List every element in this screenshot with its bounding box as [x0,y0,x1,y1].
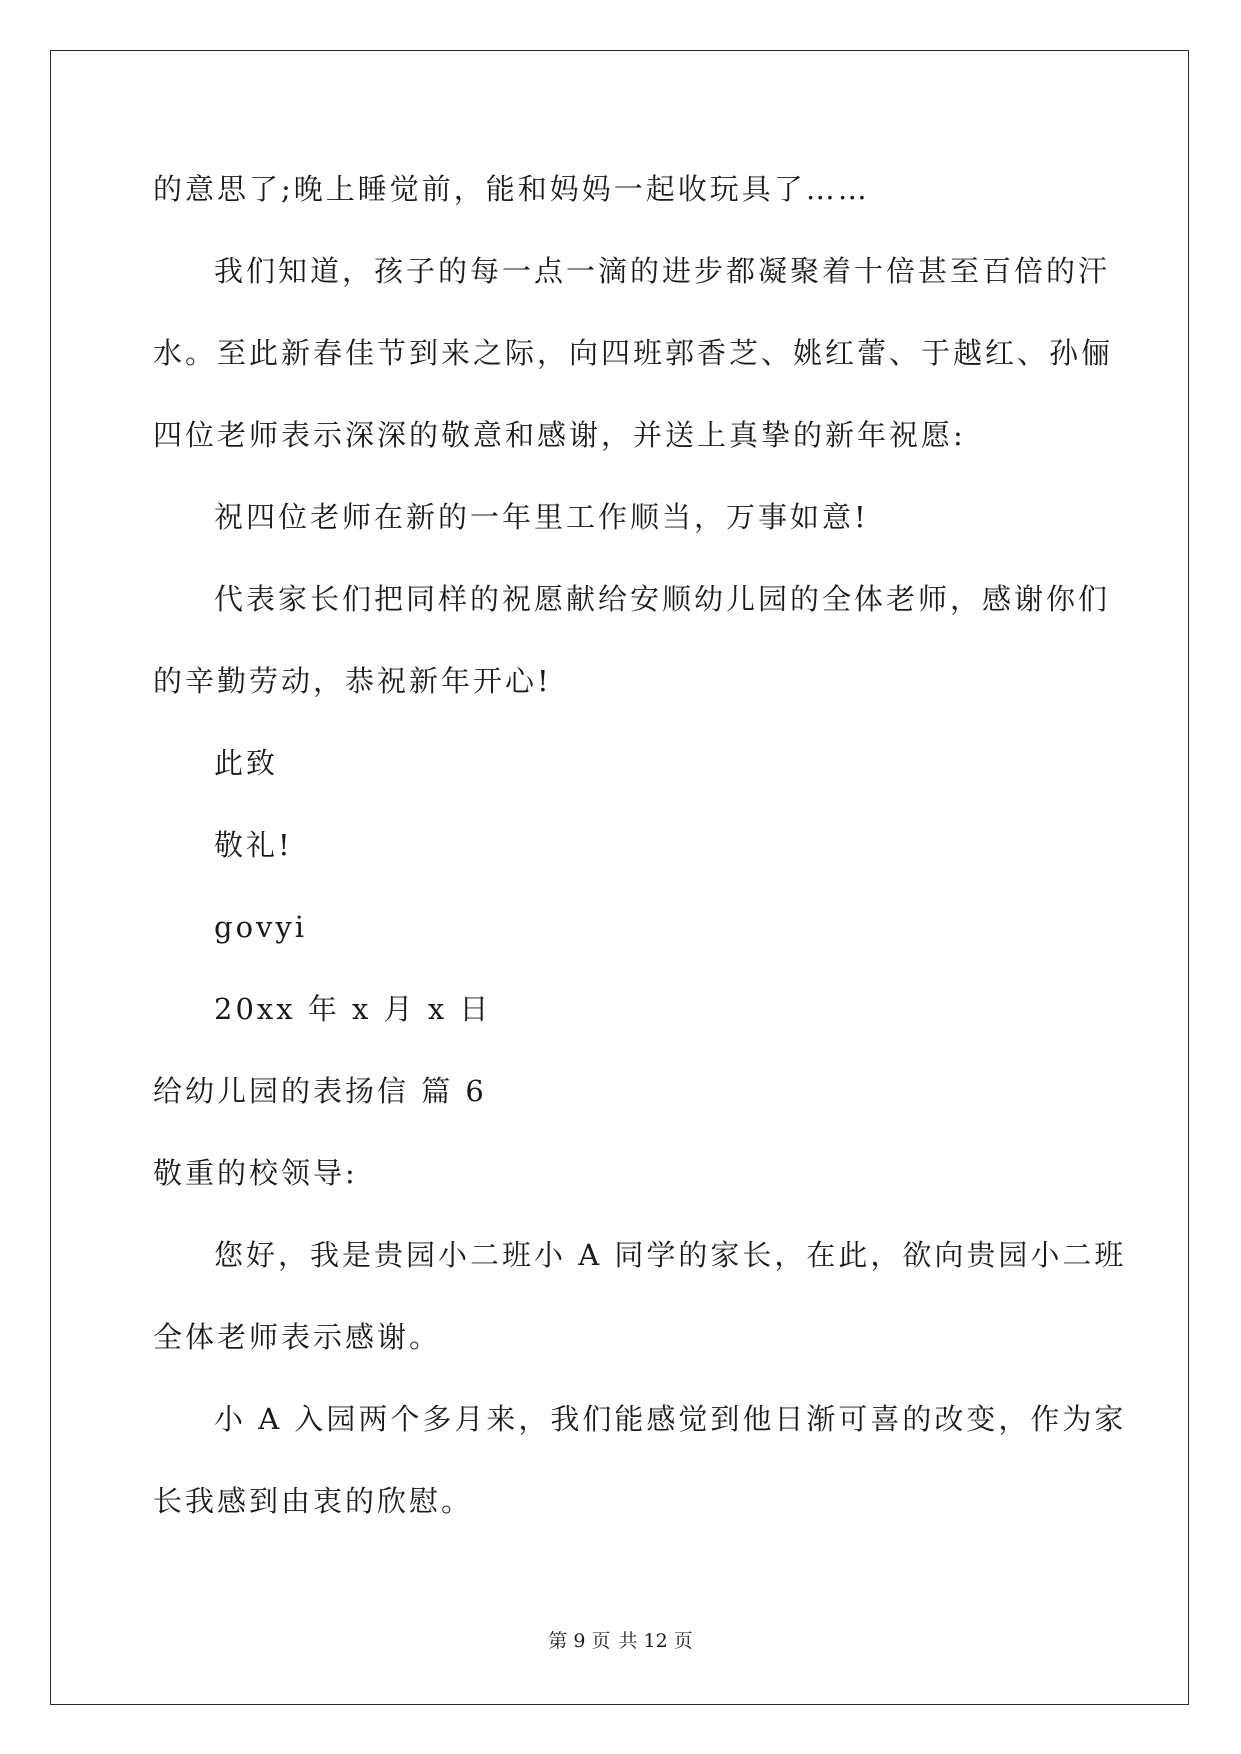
greeting-line: 敬重的校领导: [153,1156,358,1190]
paragraph-line: 小 A 入园两个多月来，我们能感觉到他日渐可喜的改变，作为家 [214,1402,1127,1436]
page-total: 共 12 页 [618,1630,693,1652]
paragraph-line: 四位老师表示深深的敬意和感谢，并送上真挚的新年祝愿: [153,418,966,452]
section-title: 给幼儿园的表扬信 篇 6 [153,1074,487,1108]
paragraph-line: 的辛勤劳动，恭祝新年开心! [153,664,552,698]
paragraph-line: 全体老师表示感谢。 [153,1320,442,1354]
paragraph-line: 祝四位老师在新的一年里工作顺当，万事如意! [214,500,869,534]
closing-salutation: 此致 [214,746,279,780]
paragraph-line: 您好，我是贵园小二班小 A 同学的家长，在此，欲向贵园小二班 [214,1238,1127,1272]
paragraph-line: 的意思了;晚上睡觉前，能和妈妈一起收玩具了…… [153,172,870,206]
closing-regards: 敬礼! [214,828,293,862]
paragraph-line: 水。至此新春佳节到来之际，向四班郭香芝、姚红蕾、于越红、孙俪 [153,336,1114,370]
paragraph-line: 我们知道，孩子的每一点一滴的进步都凝聚着十倍甚至百倍的汗 [214,254,1111,288]
paragraph-line: 代表家长们把同样的祝愿献给安顺幼儿园的全体老师，感谢你们 [214,582,1111,616]
paragraph-line: 长我感到由衷的欣慰。 [153,1484,474,1518]
document-body [153,148,1127,1542]
page-footer [0,1626,1241,1653]
date-line: 20xx 年 x 月 x 日 [214,992,492,1026]
signature: govyi [214,910,308,944]
page-number: 第 9 页 [548,1630,611,1652]
